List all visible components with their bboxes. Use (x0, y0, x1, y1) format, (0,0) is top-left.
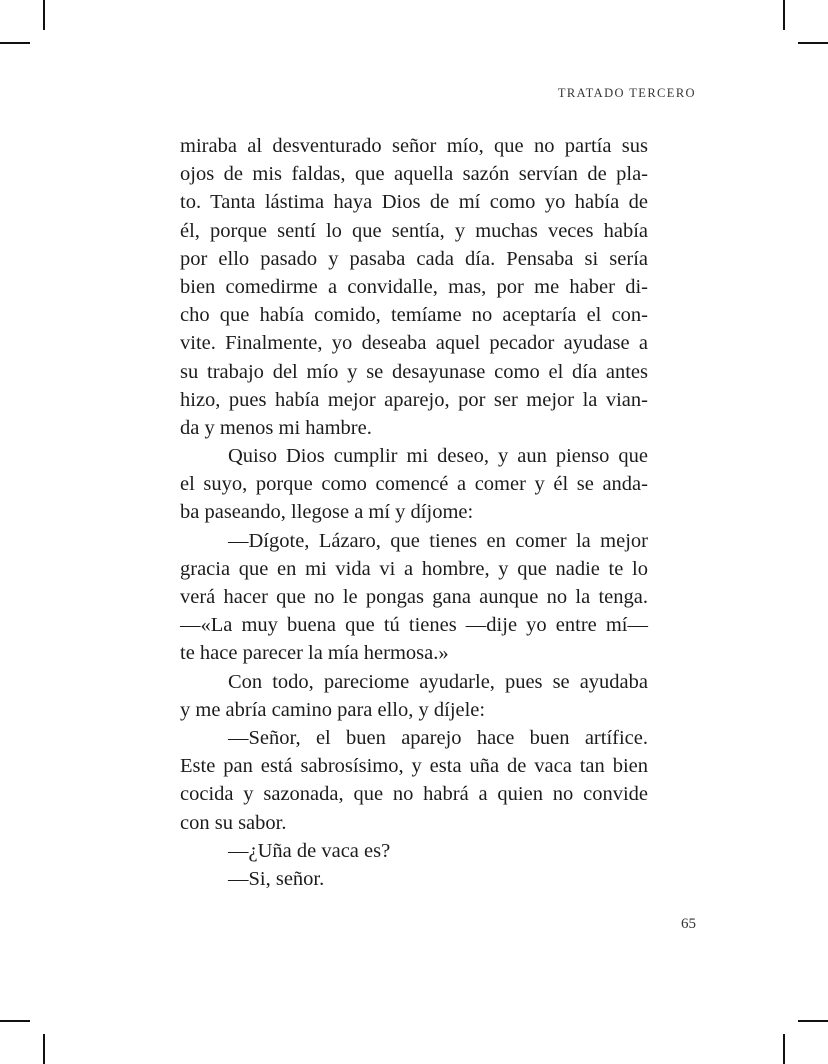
text-line: —Señor, el buen aparejo hace buen artífice. (228, 726, 648, 749)
crop-mark-top-left-horizontal (0, 42, 30, 44)
crop-mark-bottom-right-vertical (783, 1034, 785, 1064)
text-line: el suyo, porque como comencé a comer y él se anda- (180, 473, 648, 496)
text-line: por ello pasado y pasaba cada día. Pensaba si sería (180, 247, 648, 270)
text-line: con su sabor. (180, 811, 287, 834)
text-line: —Dígote, Lázaro, que tienes en comer la mejor (228, 529, 648, 552)
text-line: cocida y sazonada, que no habrá a quien no convide (180, 783, 648, 806)
text-line: —«La muy buena que tú tienes —dije yo entre mí— (180, 614, 648, 637)
crop-mark-top-right-horizontal (798, 42, 828, 44)
text-line: bien comedirme a convidalle, mas, por me haber di- (180, 275, 648, 298)
text-line: to. Tanta lástima haya Dios de mí como yo había de (180, 191, 648, 214)
text-line: da y menos mi hambre. (180, 416, 372, 439)
text-line: —Si, señor. (228, 867, 325, 890)
text-line: verá hacer que no le pongas gana aunque no la tenga. (180, 586, 648, 608)
text-line: vite. Finalmente, yo deseaba aquel pecador ayudase a (180, 332, 648, 355)
text-line: miraba al desventurado señor mío, que no partía sus (180, 135, 648, 157)
body-text (180, 132, 648, 893)
crop-mark-top-left-vertical (43, 0, 45, 30)
text-line: Quiso Dios cumplir mi deseo, y aun pienso que (228, 445, 648, 468)
text-line: Este pan está sabrosísimo, y esta uña de vaca tan bien (180, 755, 648, 778)
text-line: él, porque sentí lo que sentía, y muchas veces había (180, 219, 648, 242)
crop-mark-bottom-left-horizontal (0, 1020, 30, 1022)
text-line: —¿Uña de vaca es? (228, 839, 391, 862)
text-line: cho que había comido, temíame no aceptaría el con- (180, 304, 648, 327)
crop-mark-top-right-vertical (783, 0, 785, 30)
text-line: ojos de mis faldas, que aquella sazón servían de pla- (180, 163, 648, 186)
text-line: ba paseando, llegose a mí y díjome: (180, 501, 474, 524)
text-line: hizo, pues había mejor aparejo, por ser mejor la vian- (180, 388, 648, 411)
text-line: su trabajo del mío y se desayunase como el día antes (180, 360, 648, 383)
text-line: gracia que en mi vida vi a hombre, y que nadie te lo (180, 557, 648, 580)
text-line: te hace parecer la mía hermosa.» (180, 642, 449, 665)
page-number: 65 (681, 916, 696, 932)
text-line: y me abría camino para ello, y díjele: (180, 698, 486, 721)
crop-mark-bottom-left-vertical (43, 1034, 45, 1064)
text-line: Con todo, pareciome ayudarle, pues se ayudaba (228, 670, 648, 693)
crop-mark-bottom-right-horizontal (798, 1020, 828, 1022)
running-head: TRATADO TERCERO (557, 86, 696, 100)
